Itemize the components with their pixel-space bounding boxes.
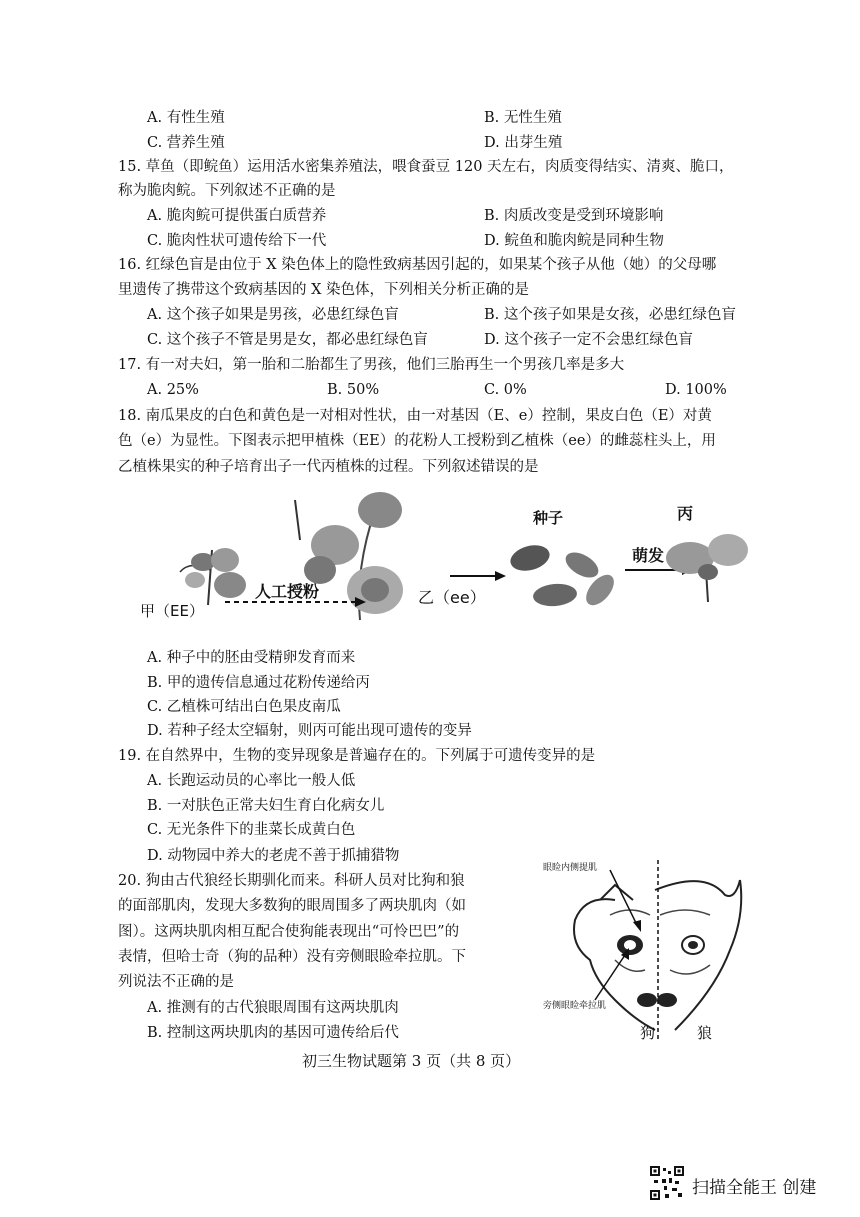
q16-option-c: C. 这个孩子不管是男是女，都必患红绿色盲 <box>147 332 428 348</box>
q16-stem-line2: 里遗传了携带这个致病基因的 X 染色体，下列相关分析正确的是 <box>118 282 530 298</box>
q18-option-d: D. 若种子经太空辐射，则丙可能出现可遗传的变异 <box>147 723 472 739</box>
q16-option-d: D. 这个孩子一定不会患红绿色盲 <box>484 332 693 348</box>
plant-jia-illustration <box>180 548 246 605</box>
q17-stem: 17. 有一对夫妇，第一胎和二胎都生了男孩，他们三胎再生一个男孩几率是多大 <box>118 357 625 373</box>
label-bing: 丙 <box>677 504 694 523</box>
dog-wolf-face-figure <box>555 860 755 1045</box>
q15-option-c: C. 脆肉性状可遗传给下一代 <box>147 233 327 249</box>
q19-option-d: D. 动物园中养大的老虎不善于抓捕猎物 <box>147 848 400 864</box>
q17-option-d: D. 100% <box>665 382 727 398</box>
q15-option-a: A. 脆肉鲩可提供蛋白质营养 <box>147 208 327 224</box>
label-seed: 种子 <box>533 509 564 527</box>
q20-stem-line5: 列说法不正确的是 <box>118 974 234 990</box>
q19-option-b: B. 一对肤色正常夫妇生育白化病女儿 <box>147 798 385 814</box>
page-footer: 初三生物试题第 3 页（共 8 页） <box>302 1052 521 1070</box>
label-jia: 甲（EE） <box>140 602 204 620</box>
q19-option-c: C. 无光条件下的韭菜长成黄白色 <box>147 822 356 838</box>
q14-option-d: D. 出芽生殖 <box>484 135 563 151</box>
q18-stem-line3: 乙植株果实的种子培育出子一代丙植株的过程。下列叙述错误的是 <box>118 459 539 475</box>
q14-option-a: A. 有性生殖 <box>147 110 225 126</box>
label-yi: 乙（ee） <box>418 588 486 607</box>
q16-option-a: A. 这个孩子如果是男孩，必患红绿色盲 <box>147 307 399 323</box>
qr-code-icon <box>650 1166 684 1200</box>
q18-option-b: B. 甲的遗传信息通过花粉传递给丙 <box>147 675 370 691</box>
q18-stem-line2: 色（e）为显性。下图表示把甲植株（EE）的花粉人工授粉到乙植株（ee）的雌蕊柱头上，用 <box>118 433 716 449</box>
label-artificial-pollination: 人工授粉 <box>255 582 320 601</box>
q20-option-b: B. 控制这两块肌肉的基因可遗传给后代 <box>147 1025 399 1041</box>
arrow-to-seeds <box>495 571 506 581</box>
q15-option-d: D. 鲩鱼和脆肉鲩是同种生物 <box>484 233 664 249</box>
label-medial-eyelid-muscle: 眼睑内侧提肌 <box>543 863 598 873</box>
label-lateral-eyelid-muscle: 旁侧眼睑牵拉肌 <box>543 1001 607 1011</box>
q20-option-a: A. 推测有的古代狼眼周围有这两块肌肉 <box>147 1000 399 1016</box>
label-wolf: 狼 <box>697 1024 713 1042</box>
scanner-watermark: 扫描全能王 创建 <box>692 1178 817 1198</box>
q16-stem-line1: 16. 红绿色盲是由位于 X 染色体上的隐性致病基因引起的，如果某个孩子从他（她）的父母哪 <box>118 257 717 273</box>
q19-stem: 19. 在自然界中，生物的变异现象是普遍存在的。下列属于可遗传变异的是 <box>118 748 596 764</box>
q14-option-c: C. 营养生殖 <box>147 135 225 151</box>
q20-stem-line2: 的面部肌肉，发现大多数狗的眼周围多了两块肌肉（如 <box>118 898 466 914</box>
q15-option-b: B. 肉质改变是受到环境影响 <box>484 208 664 224</box>
seedling-bing-illustration <box>666 534 748 602</box>
q20-stem-line4: 表情，但哈士奇（狗的品种）没有旁侧眼睑牵拉肌。下 <box>118 949 466 965</box>
q17-option-a: A. 25% <box>147 382 199 398</box>
q15-stem-line1: 15. 草鱼（即鲩鱼）运用活水密集养殖法，喂食蚕豆 120 天左右，肉质变得结实、清爽、脆口， <box>118 159 734 175</box>
q18-option-c: C. 乙植株可结出白色果皮南瓜 <box>147 699 341 715</box>
label-germinate: 萌发 <box>632 546 665 565</box>
label-dog: 狗 <box>640 1024 656 1042</box>
q19-option-a: A. 长跑运动员的心率比一般人低 <box>147 773 356 789</box>
q16-option-b: B. 这个孩子如果是女孩，必患红绿色盲 <box>484 307 736 323</box>
seeds-illustration <box>508 541 620 610</box>
q18-option-a: A. 种子中的胚由受精卵发育而来 <box>147 650 356 666</box>
q17-option-b: B. 50% <box>327 382 380 398</box>
q17-option-c: C. 0% <box>484 382 527 398</box>
q20-stem-line3: 图）。这两块肌肉相互配合使狗能表现出“可怜巴巴”的 <box>118 924 460 940</box>
q18-stem-line1: 18. 南瓜果皮的白色和黄色是一对相对性状，由一对基因（E、e）控制，果皮白色（E）对黄 <box>118 408 712 424</box>
q14-option-b: B. 无性生殖 <box>484 110 562 126</box>
q20-stem-line1: 20. 狗由古代狼经长期驯化而来。科研人员对比狗和狼 <box>118 873 465 889</box>
q15-stem-line2: 称为脆肉鲩。下列叙述不正确的是 <box>118 183 336 199</box>
